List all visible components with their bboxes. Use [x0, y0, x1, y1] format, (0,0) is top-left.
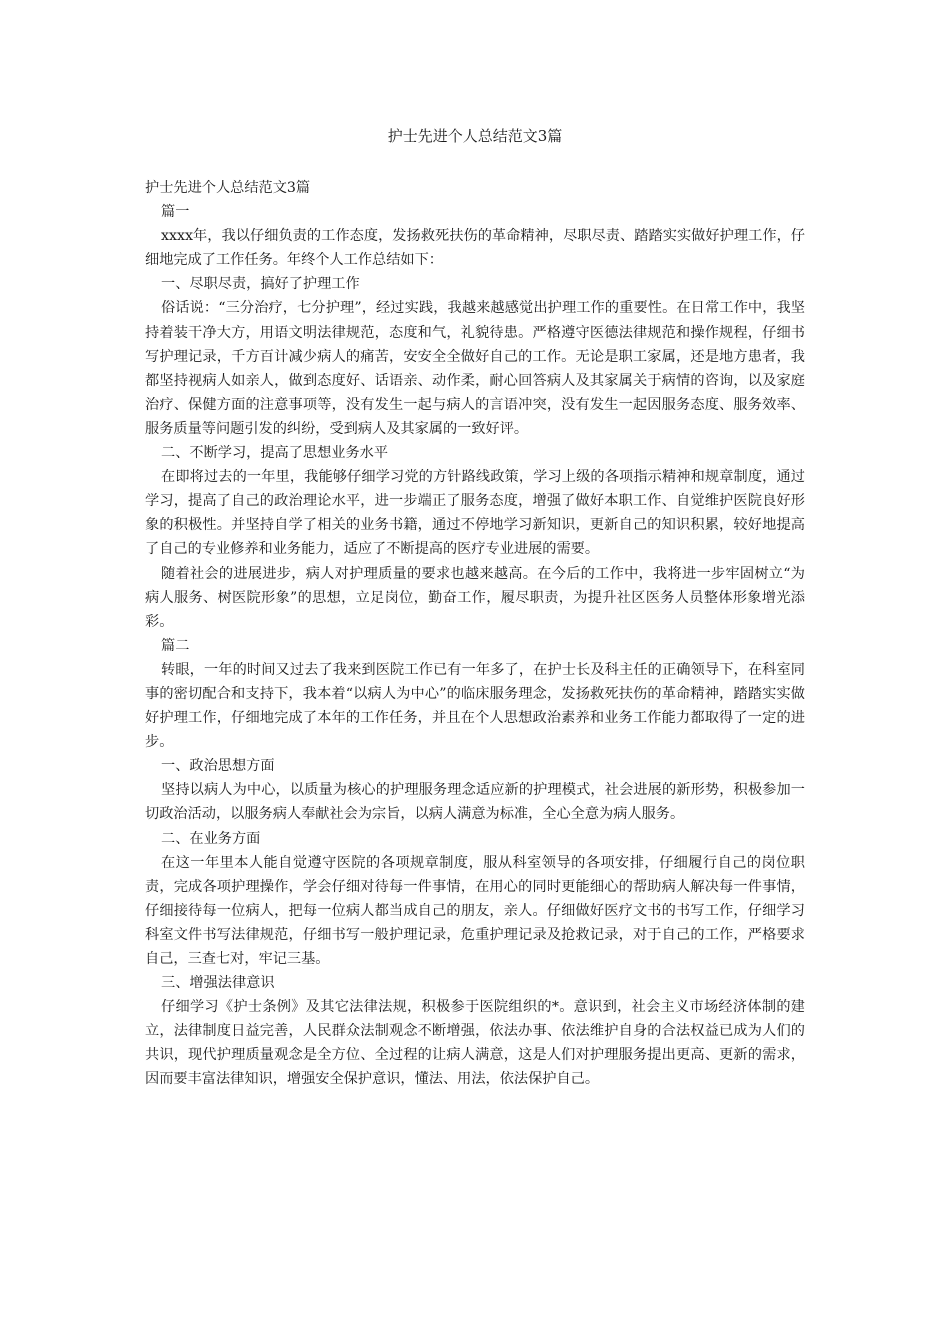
body-paragraph: xxxx年，我以仔细负责的工作态度，发扬救死扶伤的革命精神，尽职尽责、踏踏实实做好护理工作，仔细地完成了工作任务。年终个人工作总结如下：: [145, 228, 805, 269]
body-paragraph: 坚持以病人为中心，以质量为核心的护理服务理念适应新的护理模式，社会进展的新形势，积极参加一切政治活动，以服务病人奉献社会为宗旨，以病人满意为标准，全心全意为病人服务。: [145, 782, 805, 823]
document-title: 护士先进个人总结范文3篇: [387, 127, 563, 145]
section-heading: 一、尽职尽责，搞好了护理工作: [161, 276, 360, 293]
section-heading: 三、增强法律意识: [161, 975, 275, 992]
section-heading: 二、不断学习，提高了思想业务水平: [161, 445, 389, 462]
section-heading: 篇一: [161, 204, 190, 221]
section-heading: 二、在业务方面: [161, 830, 261, 847]
body-paragraph: 随着社会的进展进步，病人对护理质量的要求也越来越高。在今后的工作中，我将进一步牢固树立“为病人服务、树医院形象”的思想，立足岗位，勤奋工作，履尽职责，为提升社区医务人员整体形象增光添彩。: [145, 565, 805, 630]
section-heading: 篇二: [161, 637, 190, 654]
body-paragraph: 转眼，一年的时间又过去了我来到医院工作已有一年多了，在护士长及科主任的正确领导下，在科室同事的密切配合和支持下，我本着“以病人为中心”的临床服务理念，发扬救死扶伤的革命精神，踏踏实实做好护理工作，仔细地完成了本年的工作任务，并且在个人思想政治素养和业务工作能力都取得了一定的进步。: [145, 661, 805, 751]
body-paragraph: 在这一年里本人能自觉遵守医院的各项规章制度，服从科室领导的各项安排，仔细履行自己的岗位职责，完成各项护理操作，学会仔细对待每一件事情，在用心的同时更能细心的帮助病人解决每一件事情，仔细接待每一位病人，把每一位病人都当成自己的朋友，亲人。仔细做好医疗文书的书写工作，仔细学习科室文件书写法律规范，仔细书写一般护理记录，危重护理记录及抢救记录，对于自己的工作，严格要求自己，三查七对，牢记三基。: [145, 854, 805, 967]
section-heading: 一、政治思想方面: [161, 758, 275, 775]
body-paragraph: 仔细学习《护士条例》及其它法律法规，积极参于医院组织的*。意识到，社会主义市场经济体制的建立，法律制度日益完善，人民群众法制观念不断增强，依法办事、依法维护自身的合法权益已成为人们的共识，现代护理质量观念是全方位、全过程的让病人满意，这是人们对护理服务提出更高、更新的需求，因而要丰富法律知识，增强安全保护意识，懂法、用法，依法保护自己。: [145, 999, 805, 1088]
document-body: [145, 176, 805, 1092]
body-paragraph: 俗话说：“三分治疗，七分护理”，经过实践，我越来越感觉出护理工作的重要性。在日常工作中，我坚持着装干净大方，用语文明法律规范，态度和气，礼貌待患。严格遵守医德法律规范和操作规程，仔细书写护理记录，千方百计减少病人的痛苦，安安全全做好自己的工作。无论是职工家属，还是地方患者，我都坚持视病人如亲人，做到态度好、话语亲、动作柔，耐心回答病人及其家属关于病情的咨询，以及家庭治疗、保健方面的注意事项等，没有发生一起与病人的言语冲突，没有发生一起因服务态度、服务效率、服务质量等问题引发的纠纷，受到病人及其家属的一致好评。: [145, 300, 805, 437]
body-paragraph: 在即将过去的一年里，我能够仔细学习党的方针路线政策，学习上级的各项指示精神和规章制度，通过学习，提高了自己的政治理论水平，进一步端正了服务态度，增强了做好本职工作、自觉维护医院良好形象的积极性。并坚持自学了相关的业务书籍，通过不停地学习新知识，更新自己的知识积累，较好地提高了自己的专业修养和业务能力，适应了不断提高的医疗专业进展的需要。: [145, 469, 805, 558]
document-subtitle: 护士先进个人总结范文3篇: [145, 180, 311, 196]
